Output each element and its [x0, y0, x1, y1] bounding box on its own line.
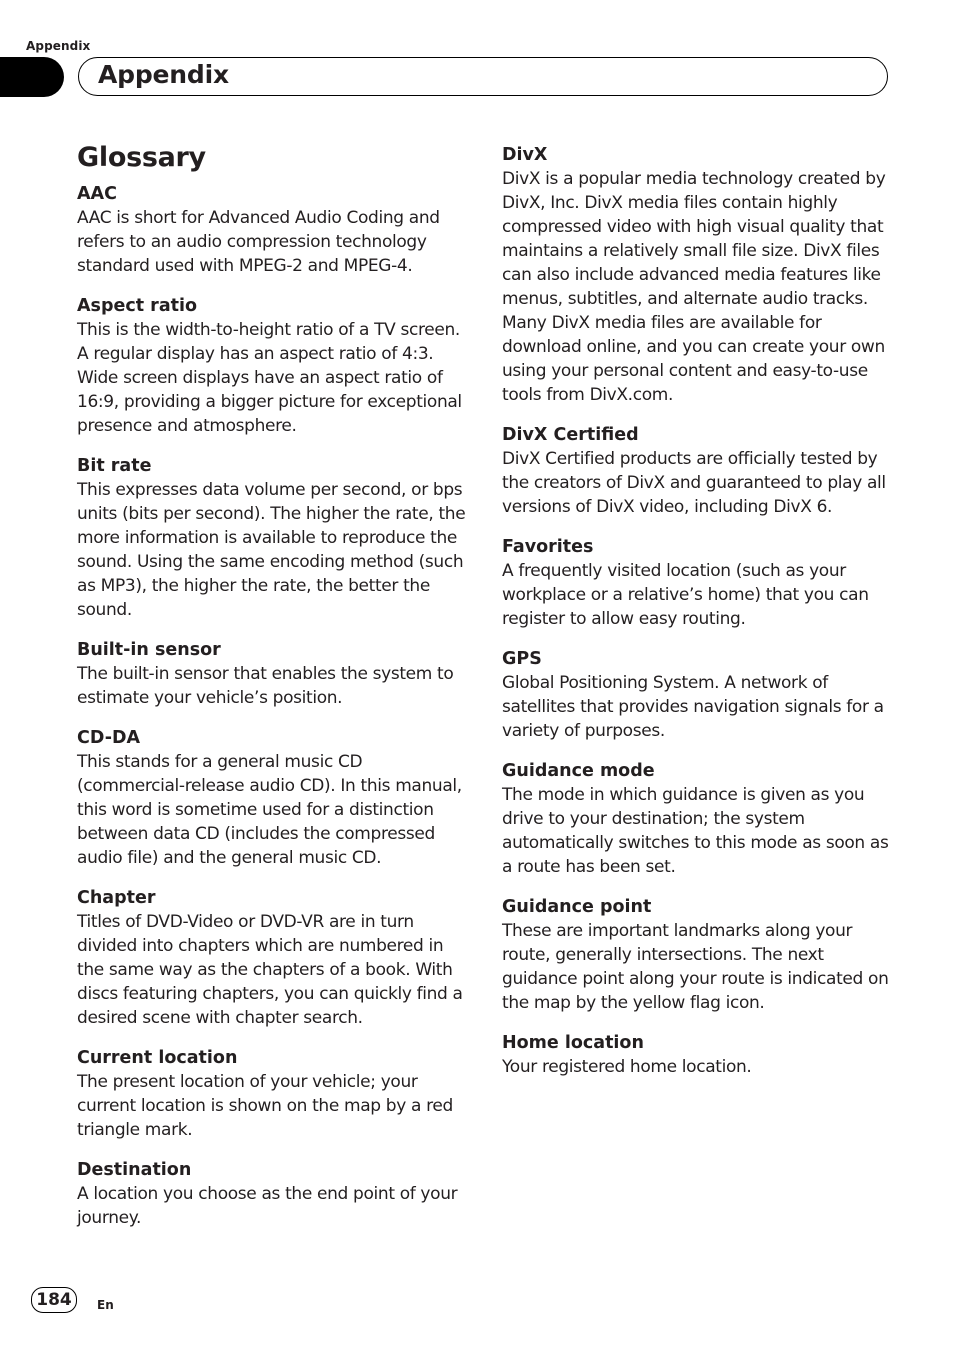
section-title: Appendix — [98, 60, 229, 89]
glossary-entry — [77, 638, 469, 710]
running-head: Appendix — [26, 39, 91, 53]
glossary-entry — [77, 1158, 469, 1230]
glossary-entry — [502, 143, 894, 407]
glossary-entry — [77, 294, 469, 438]
section-tab-marker — [0, 57, 64, 97]
glossary-entry — [502, 535, 894, 631]
right-column — [502, 143, 894, 1095]
left-glossary-list — [77, 182, 469, 1230]
glossary-term: DivX Certified — [502, 425, 639, 445]
glossary-term: Guidance mode — [502, 761, 655, 781]
glossary-entry — [502, 895, 894, 1015]
left-column — [77, 140, 469, 1246]
glossary-definition: The present location of your vehicle; your current location is shown on the map by a red triangle mark. — [77, 1072, 453, 1140]
glossary-term: Chapter — [77, 888, 156, 908]
glossary-definition: These are important landmarks along your route, generally intersections. The next guidance point along your route is indicated on the map by the yellow flag icon. — [502, 921, 889, 1013]
glossary-term: GPS — [502, 649, 542, 669]
glossary-term: Current location — [77, 1048, 238, 1068]
glossary-entry — [77, 1046, 469, 1142]
glossary-definition: DivX is a popular media technology created by DivX, Inc. DivX media files contain highly compressed video with high visual quality that maintains a relatively small file size. DivX files can also include advanced media features like menus, subtitles, and alternate audio tracks. Many DivX media files are available for download online, and you can create your own using your personal content and easy-to-use tools from DivX.com. — [502, 169, 886, 405]
language-code: En — [97, 1298, 114, 1312]
glossary-definition: This expresses data volume per second, or bps units (bits per second). The higher the rate, the more information is available to reproduce the sound. Using the same encoding method (such as MP3), the higher the rate, the better the sound. — [77, 480, 466, 620]
glossary-entry — [77, 726, 469, 870]
glossary-definition: Global Positioning System. A network of satellites that provides navigation signals for a variety of purposes. — [502, 673, 884, 741]
glossary-entry — [77, 454, 469, 622]
glossary-definition: This is the width-to-height ratio of a TV screen. A regular display has an aspect ratio of 4:3. Wide screen displays have an aspect ratio of 16:9, providing a bigger picture for exceptional presence and atmosphere. — [77, 320, 462, 436]
glossary-definition: AAC is short for Advanced Audio Coding and refers to an audio compression technology standard used with MPEG-2 and MPEG-4. — [77, 208, 440, 276]
glossary-term: CD-DA — [77, 728, 141, 748]
glossary-term: DivX — [502, 145, 548, 165]
glossary-term: AAC — [77, 184, 117, 204]
glossary-definition: The built-in sensor that enables the system to estimate your vehicle’s position. — [77, 664, 454, 708]
glossary-entry — [502, 1031, 894, 1079]
glossary-entry — [77, 182, 469, 278]
glossary-entry — [502, 759, 894, 879]
glossary-term: Guidance point — [502, 897, 652, 917]
glossary-term: Favorites — [502, 537, 594, 557]
glossary-definition: A location you choose as the end point of your journey. — [77, 1184, 458, 1228]
glossary-entry — [502, 423, 894, 519]
glossary-definition: Your registered home location. — [502, 1057, 752, 1077]
glossary-definition: Titles of DVD-Video or DVD-VR are in turn divided into chapters which are numbered in the same way as the chapters of a book. With discs featuring chapters, you can quickly find a desired scene with chapter search. — [77, 912, 463, 1028]
glossary-term: Bit rate — [77, 456, 152, 476]
glossary-term: Destination — [77, 1160, 192, 1180]
glossary-definition: The mode in which guidance is given as you drive to your destination; the system automatically switches to this mode as soon as a route has been set. — [502, 785, 889, 877]
glossary-definition: This stands for a general music CD (commercial-release audio CD). In this manual, this word is sometime used for a distinction between data CD (includes the compressed audio file) and the general music CD. — [77, 752, 462, 868]
glossary-entry — [502, 647, 894, 743]
glossary-entry — [77, 886, 469, 1030]
page-number-badge: 184 — [31, 1287, 77, 1313]
glossary-term: Built-in sensor — [77, 640, 221, 660]
glossary-definition: A frequently visited location (such as your workplace or a relative’s home) that you can register to allow easy routing. — [502, 561, 869, 629]
page-title: Glossary — [77, 142, 206, 173]
right-glossary-list — [502, 143, 894, 1079]
glossary-term: Home location — [502, 1033, 644, 1053]
glossary-definition: DivX Certified products are officially tested by the creators of DivX and guaranteed to play all versions of DivX video, including DivX 6. — [502, 449, 886, 517]
glossary-term: Aspect ratio — [77, 296, 198, 316]
